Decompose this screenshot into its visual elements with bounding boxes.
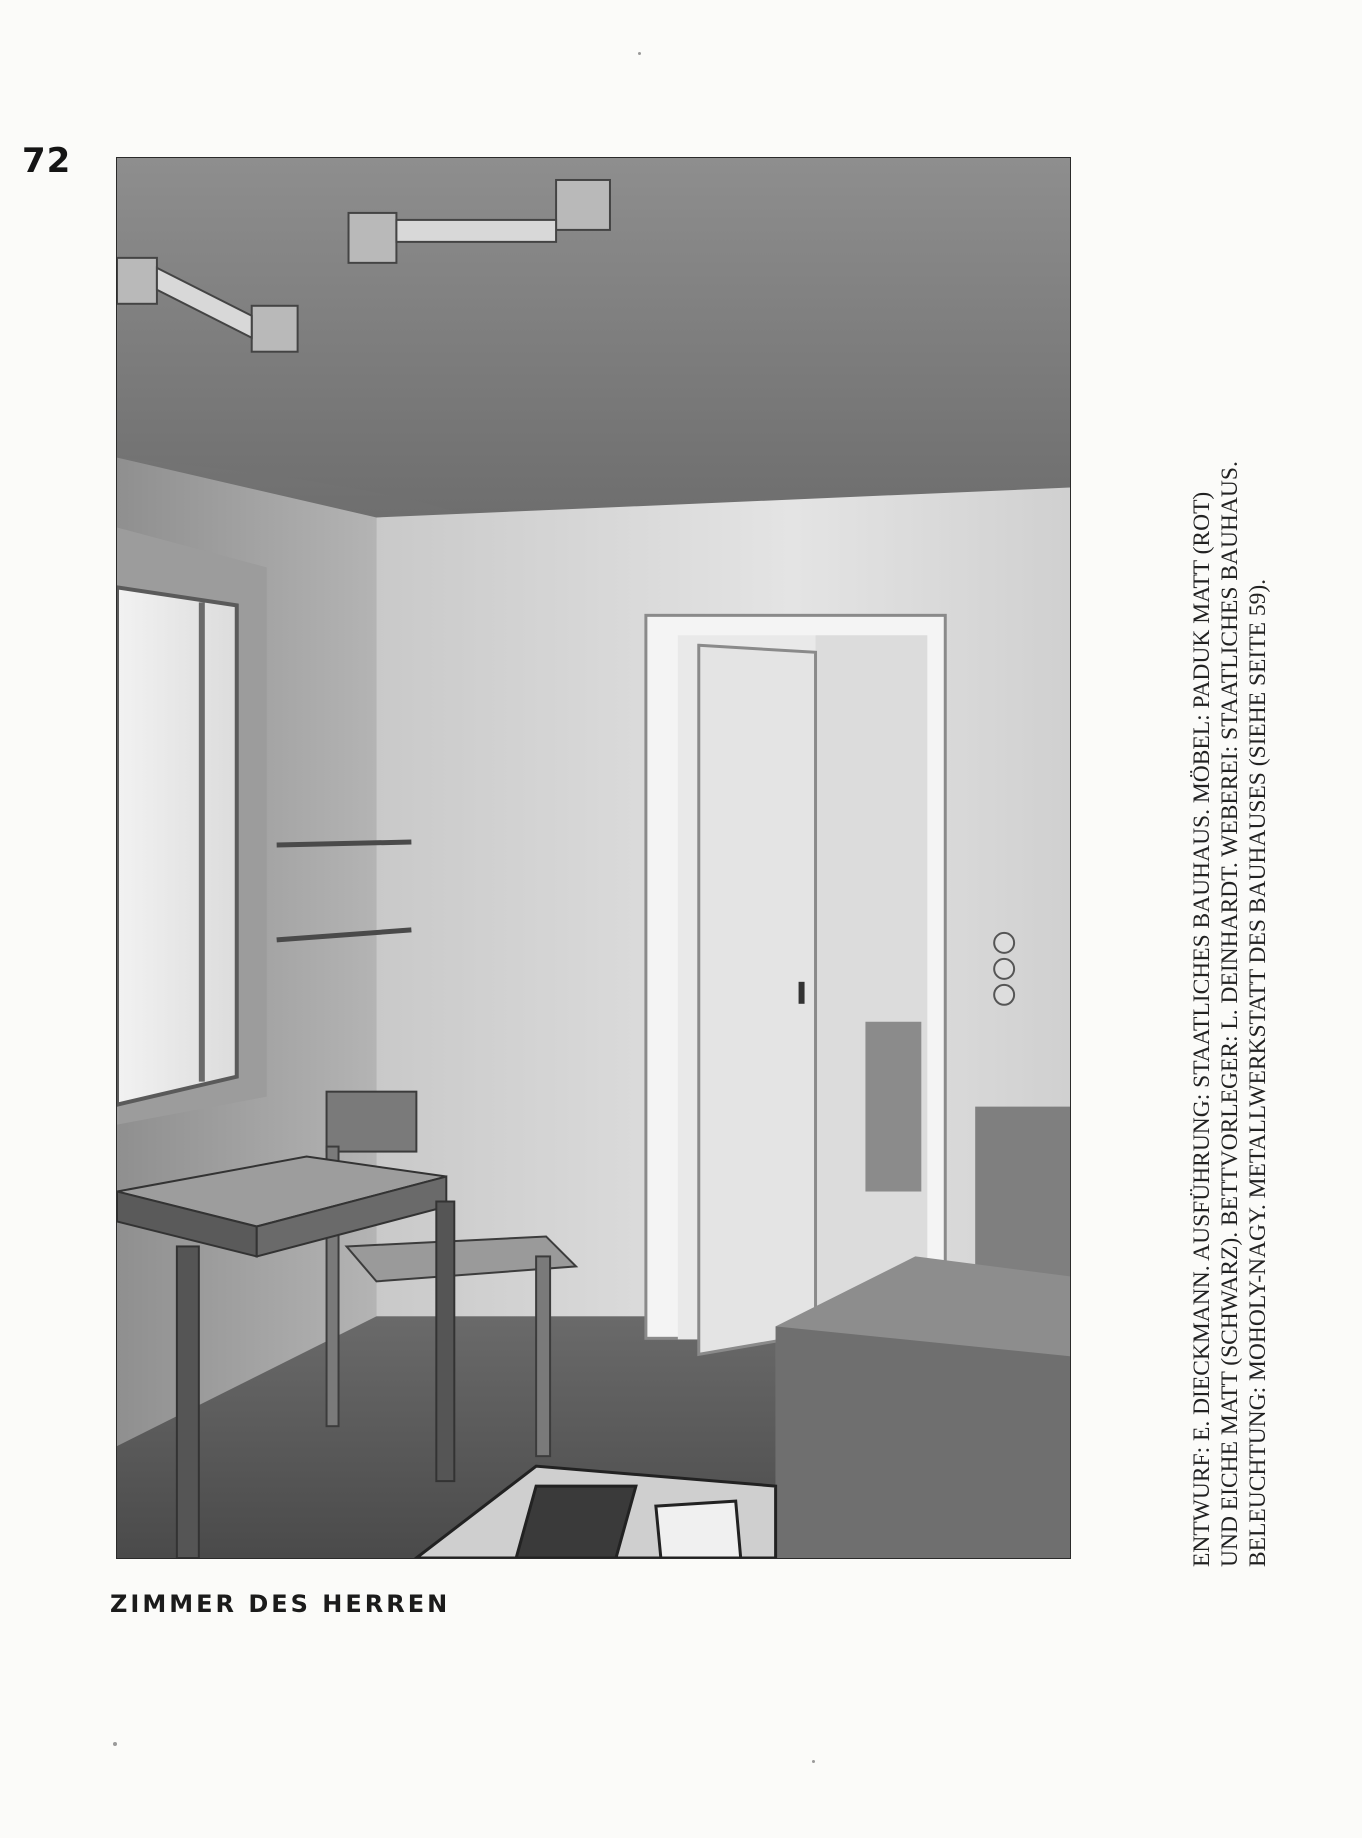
credits-line-2: UND EICHE MATT (SCHWARZ). BETTVORLEGER: L. DEINHARDT. WEBEREI: STAATLICHES BAUHAUS. [1217,461,1243,1567]
room-photo-illustration [117,158,1070,1558]
credits-line-1: ENTWURF: E. DIECKMANN. AUSFÜHRUNG: STAATLICHES BAUHAUS. MÖBEL: PADUK MATT (ROT) [1189,491,1215,1567]
photo-caption: ZIMMER DES HERREN [110,1590,451,1618]
interior-photograph [116,157,1071,1559]
paper-speck [638,52,641,55]
credits-text [1188,157,1272,1567]
paper-speck [812,1760,815,1763]
paper-speck [113,1742,117,1746]
credits-line-3: BELEUCHTUNG: MOHOLY-NAGY. METALLWERKSTATT DES BAUHAUSES (SIEHE SEITE 59). [1245,578,1271,1567]
page-number: 72 [22,141,72,181]
